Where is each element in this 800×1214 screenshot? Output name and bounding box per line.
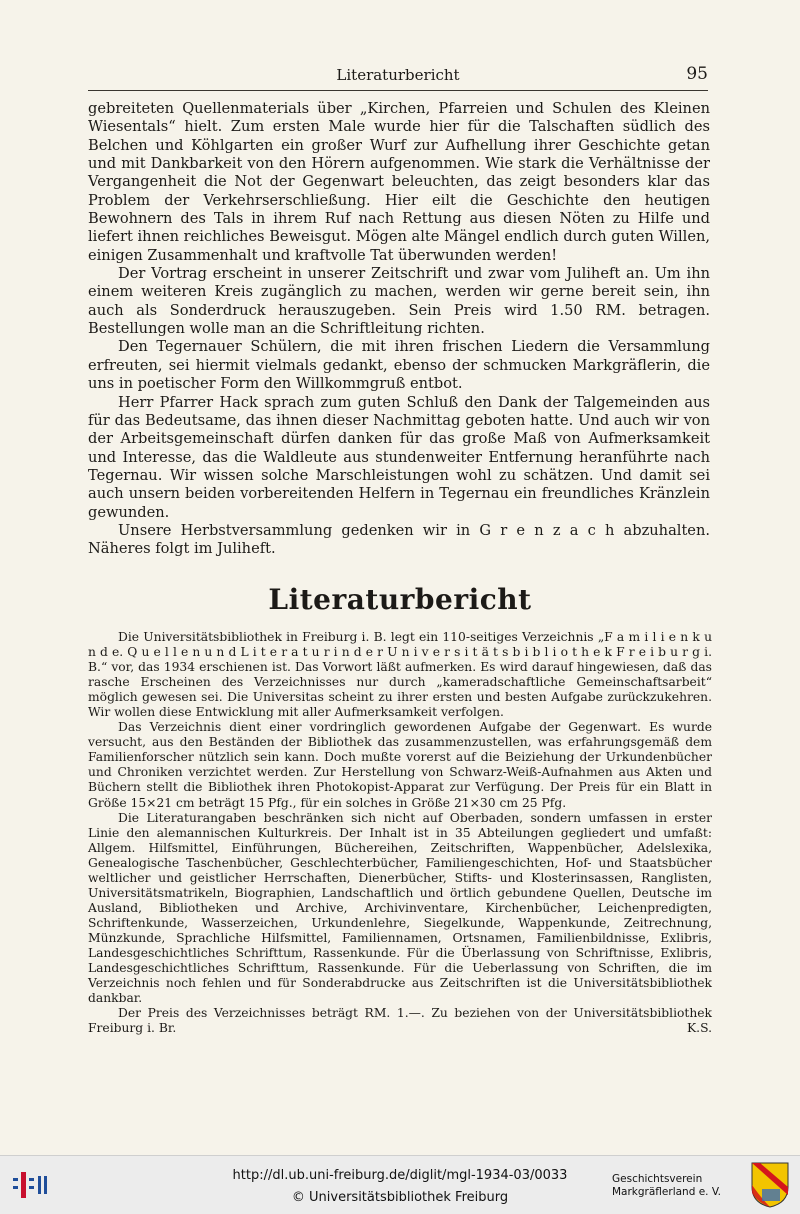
section-heading: Literaturbericht (268, 583, 532, 616)
society-name (612, 1173, 747, 1199)
society-line: Geschichtsverein (612, 1173, 703, 1185)
review-paragraph: Die Literaturangaben beschränken sich nicht auf Oberbaden, sondern umfassen in erster Linie den alemannischen Kulturkreis. Der Inhalt ist in 35 Abteilungen gegliedert und umfaßt: Allgem. Hilfsmittel, Einführungen, Büchereihen, Zeitschriften, Wappenbücher, Adelslexika, Genealogische Taschenbücher, Geschlechterbücher, Familiengeschichten, Hof- und Staatsbücher weltlicher und geistlicher Herrschaften, Dienerbücher, Stifts- und Klosterinsassen, Ranglisten, Universitätsmatrikeln, Biographien, Landschaftlich und örtlich gebundene Quellen, Deutsche im Ausland, Bibliotheken und Archive, Archivinventare, Kirchenbücher, Leichenpredigten, Schriftenkunde, Wasserzeichen, Urkundenlehre, Siegelkunde, Wappenkunde, Zeitrechnung, Münzkunde, Sprachliche Hilfsmittel, Familiennamen, Ortsnamen, Familienbildnisse, Exlibris, Landesgeschichtliches Schrifttum, Rassenkunde. Für die Überlassung von Schriftnisse, Exlibris, Landesgeschichtliches Schrifttum, Rassenkunde. Für die Ueberlassung von Schriften, die im Verzeichnis noch fehlen und für Sonderabdrucke aus Zeitschriften ist die Universitätsbibliothek dankbar. (88, 810, 712, 1006)
copyright-notice: © Universitätsbibliothek Freiburg (291, 1190, 509, 1205)
review-paragraph: Das Verzeichnis dient einer vordringlich gewordenen Aufgabe der Gegenwart. Es wurde versucht, aus den Beständen der Bibliothek das zusammenzustellen, was erfahrungsgemäß dem Familienforscher nützlich sein kann. Doch mußte vorerst auf die Beiziehung der Urkundenbücher und Chroniken verzichtet werden. Zur Herstellung von Schwarz-Weiß-Aufnahmen aus Akten und Büchern stellt die Bibliothek ihren Photokopist-Apparat zur Verfügung. Der Preis für ein Blatt in Größe 15×21 cm beträgt 15 Pfg., für ein solches in Größe 21×30 cm 25 Pfg. (88, 720, 712, 810)
paragraph: Herr Pfarrer Hack sprach zum guten Schluß den Dank der Talgemeinden aus für das Bedeutsame, das ihnen dieser Nachmittag geboten hatte. Und auch wir von der Arbeitsgemeinschaft dürfen danken für das große Maß von Aufmerksamkeit und Interesse, das die Waldleute aus stundenweiter Entfernung heranführte nach Tegernau. Wir wissen solche Marschleistungen wohl zu schätzen. Und damit sei auch unsern beiden vorbereitenden Helfern in Tegernau ein freundliches Kränzlein gewunden. (88, 393, 710, 521)
review-price-paragraph (88, 1006, 712, 1036)
markgraeflerland-crest-icon[interactable] (750, 1161, 790, 1209)
author-signature: K.S. (687, 1021, 712, 1036)
society-line: Markgräflerland e. V. (612, 1186, 722, 1198)
price-text: Der Preis des Verzeichnisses beträgt RM. 1.—. Zu beziehen von der Universitätsbibliothek Freiburg i. Br. (88, 1006, 712, 1036)
permalink-url[interactable]: http://dl.ub.uni-freiburg.de/diglit/mgl-1934-03/0033 (232, 1168, 568, 1183)
running-title: Literaturbericht (336, 66, 460, 84)
paragraph: Den Tegernauer Schülern, die mit ihren frischen Liedern die Versammlung erfreuten, sei hiermit vielmals gedankt, ebenso der schmucken Markgräflerin, die uns in poetischer Form den Willkommgruß entbot. (88, 338, 710, 393)
paragraph: Unsere Herbstversammlung gedenken wir in G r e n z a c h abzuhalten. Näheres folgt im Juliheft. (88, 521, 710, 558)
viewer-footer (0, 1155, 800, 1214)
running-head (88, 66, 708, 88)
review-paragraph: Die Universitätsbibliothek in Freiburg i. B. legt ein 110-seitiges Verzeichnis „F a m i l i e n k u n d e. Q u e l l e n u n d L i t e r a t u r i n d e r U n i v e r s i t ä t s b i b l i o t h e k F r e i b u r g i. B.“ vor, das 1934 erschienen ist. Das Vorwort läßt aufmerken. Es wird darauf hingewiesen, daß das rasche Erscheinen des Verzeichnisses nur durch „kameradschaftliche Gemeinschaftsarbeit“ möglich gewesen sei. Die Universitas scheint zu ihrer ersten und besten Aufgabe zurückzukehren. Wir wollen diese Entwicklung mit aller Aufmerksamkeit verfolgen. (88, 630, 712, 720)
page-number: 95 (686, 64, 708, 84)
literature-review (88, 630, 712, 1036)
report-continuation (88, 100, 710, 559)
paragraph: Der Vortrag erscheint in unserer Zeitschrift und zwar vom Juliheft an. Um ihn einem weiteren Kreis zugänglich zu machen, werden wir gerne bereit sein, ihn auch als Sonderdruck herauszugeben. Sein Preis wird 1.50 RM. betragen. Bestellungen wolle man an die Schriftleitung richten. (88, 265, 710, 338)
paragraph: gebreiteten Quellenmaterials über „Kirchen, Pfarreien und Schulen des Kleinen Wiesentals“ hielt. Zum ersten Male wurde hier für die Talschaften südlich des Belchen und Köhlgarten ein großer Wurf zur Aufhellung ihrer Geschichte getan und mit Dankbarkeit von den Hörern aufgenommen. Wie stark die Verhältnisse der Vergangenheit die Not der Gegenwart beleuchten, das zeigt besonders klar das Problem der Verkehrserschließung. Hier eilt die Geschichte den heutigen Bewohnern des Tals in ihrem Ruf nach Rettung aus diesen Nöten zu Hilfe und liefert ihnen reichliches Beweisgut. Mögen alte Mängel endlich durch guten Willen, einigen Zusammenhalt und kraftvolle Tat überwunden werden! (88, 100, 710, 264)
header-rule (88, 90, 708, 91)
